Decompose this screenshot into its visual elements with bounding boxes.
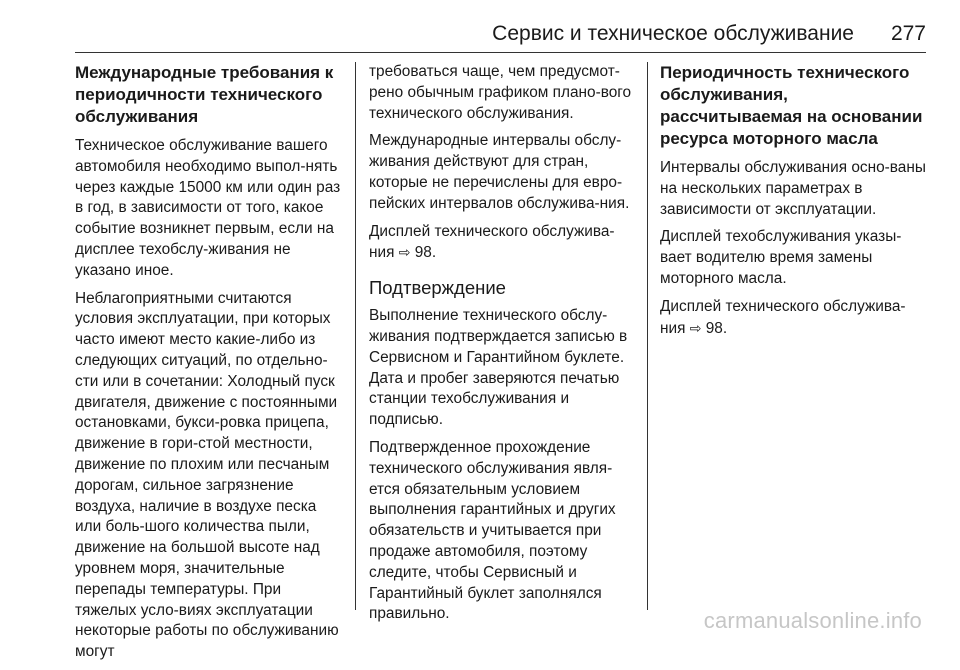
page-number: 277 xyxy=(890,22,926,45)
paragraph: Неблагоприятными считаются условия эксплуатации, при которых часто имеют место какие-либо из следующих ситуаций, по отдельно-сти или в сочетании: Холодный пуск двигателя, движение с постоянными остановками, букси-ровка прицепа, движение в гори-стой местности, движение по плохим или песчаным дорогам, сильное загрязнение воздуха, наличие в воздухе песка или боль-шого количества пыли, движение на большой высоте над уровнем моря, значительные перепады температуры. При тяжелых усло-виях эксплуатации некоторые работы по обслуживанию могут xyxy=(75,289,339,661)
paragraph: Международные интервалы обслу-живания действуют для стран, которые не перечислены для евро-пейских интервалов обслужива-ния. xyxy=(369,132,630,212)
paragraph: Подтвержденное прохождение технического обслуживания явля-ется обязательным условием выполнения гарантийных и других обязательств и учитывается при продаже автомобиля, поэтому следите, чтобы Сервисный и Гарантийный буклет заполнялся правильно. xyxy=(369,438,616,623)
paragraph: требоваться чаще, чем предусмот-рено обычным графиком плано-вого технического обслуживания. xyxy=(369,63,632,122)
paragraph: Интервалы обслуживания осно-ваны на нескольких параметрах в зависимости от эксплуатации. xyxy=(660,159,926,218)
cross-reference[interactable] xyxy=(660,297,928,340)
paragraph: Дисплей техобслуживания указы-вает водителю время замены моторного масла. xyxy=(660,228,902,287)
reference-arrow-icon: ⇨ xyxy=(689,319,702,336)
column-divider xyxy=(647,62,648,610)
heading-international-intervals: Международные требования к периодичности технического обслуживания xyxy=(75,63,334,126)
reference-page: 98. xyxy=(705,319,728,337)
reference-text: Дисплей технического обслужива-ния xyxy=(369,222,615,262)
cross-reference[interactable] xyxy=(369,222,637,265)
heading-confirmation: Подтверждение xyxy=(369,277,506,299)
reference-page: 98. xyxy=(414,244,437,262)
reference-arrow-icon: ⇨ xyxy=(398,244,411,261)
column-1 xyxy=(75,62,345,670)
page-header xyxy=(75,18,926,53)
paragraph: Выполнение технического обслу-живания подтверждается записью в Сервисном и Гарантийном буклете. Дата и пробег заверяются печатью станции техобслуживания и подписью. xyxy=(369,307,628,429)
section-title: Сервис и техническое обслуживание xyxy=(492,22,854,45)
column-divider xyxy=(355,62,356,610)
paragraph: Техническое обслуживание вашего автомобиля необходимо выпол-нять через каждые 15000 км или один раз в год, в зависимости от того, какое событие возникнет первым, если на дисплее техобслу-живания не указано иное. xyxy=(75,137,341,279)
reference-text: Дисплей технического обслужива-ния xyxy=(660,297,906,337)
heading-oil-life-intervals: Периодичность технического обслуживания, рассчитываемая на основании ресурса моторного масла xyxy=(660,63,923,148)
column-3 xyxy=(660,62,928,346)
watermark: carmanualsonline.info xyxy=(703,608,922,633)
column-2 xyxy=(369,62,637,632)
